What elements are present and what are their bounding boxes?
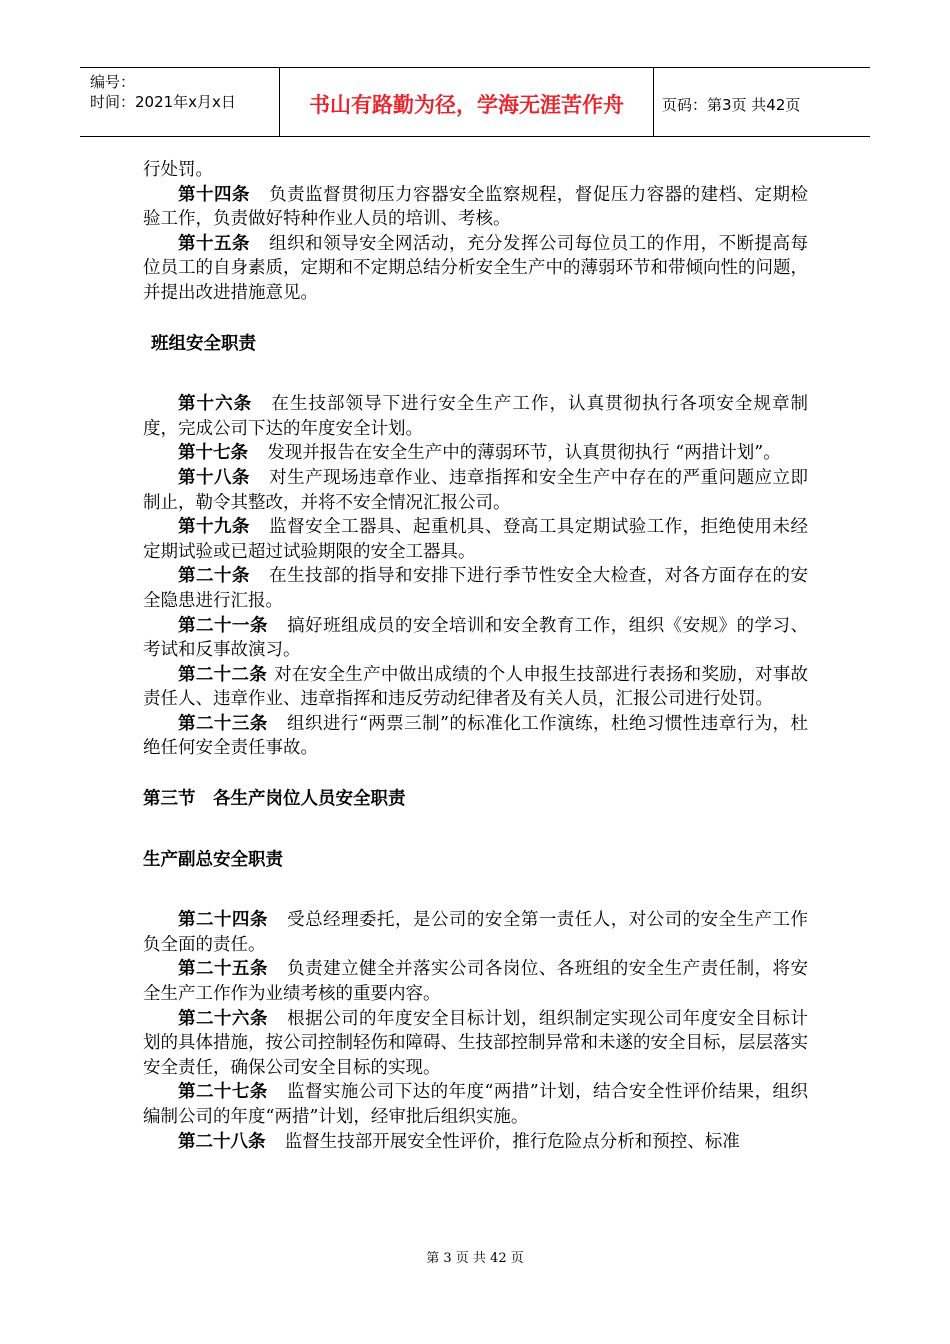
article-text: 监督实施公司下达的年度“两措”计划，结合安全性评价结果，组织编制公司的年度“两措”计划，经审批后组织实施。 bbox=[143, 1082, 808, 1127]
article-title: 第二十六条 bbox=[178, 1008, 268, 1029]
article-title: 第十八条 bbox=[178, 467, 250, 488]
article-23 bbox=[143, 712, 808, 761]
article-20 bbox=[143, 564, 808, 613]
document-body bbox=[143, 158, 808, 1154]
article-24 bbox=[143, 908, 808, 957]
document-number-label: 编号： bbox=[90, 73, 136, 91]
article-title: 第十七条 bbox=[178, 443, 248, 464]
article-text: 监督生技部开展安全性评价，推行危险点分析和预控、标准 bbox=[284, 1131, 740, 1152]
article-28 bbox=[143, 1130, 808, 1155]
article-title: 第二十三条 bbox=[178, 713, 268, 734]
article-title: 第十六条 bbox=[178, 394, 253, 415]
header-motto: 书山有路勤为径，学海无涯苦作舟 bbox=[280, 68, 654, 136]
article-text: 对在安全生产中做出成绩的个人申报生技部进行表扬和奖励，对事故责任人、违章作业、违章指挥和违反劳动纪律者及有关人员，汇报公司进行处罚。 bbox=[143, 664, 809, 710]
paragraph-continuation: 行处罚。 bbox=[143, 160, 213, 180]
article-text: 受总经理委托，是公司的安全第一责任人，对公司的安全生产工作负全面的责任。 bbox=[143, 910, 809, 955]
article-title: 第二十八条 bbox=[178, 1131, 266, 1152]
article-25 bbox=[143, 957, 808, 1006]
article-title: 第二十七条 bbox=[178, 1082, 268, 1103]
page-footer: 第 3 页 共 42 页 bbox=[426, 1251, 524, 1266]
article-title: 第十四条 bbox=[178, 184, 250, 205]
article-22 bbox=[143, 663, 808, 712]
article-title: 第十五条 bbox=[178, 233, 250, 254]
header-meta bbox=[80, 68, 280, 136]
article-title: 第二十五条 bbox=[178, 959, 268, 980]
section-heading-team: 班组安全职责 bbox=[151, 333, 256, 354]
article-text: 对生产现场违章作业、违章指挥和安全生产中存在的严重问题应立即制止，勒令其整改，并将不安全情况汇报公司。 bbox=[143, 467, 809, 513]
section-heading-3: 第三节 各生产岗位人员安全职责 bbox=[143, 789, 406, 810]
article-26 bbox=[143, 1007, 808, 1081]
header-page-number: 页码：第3页 共42页 bbox=[662, 95, 801, 114]
article-15 bbox=[143, 232, 808, 306]
article-title: 第十九条 bbox=[178, 517, 250, 538]
article-text: 组织进行“两票三制”的标准化工作演练，杜绝习惯性违章行为，杜绝任何安全责任事故。 bbox=[143, 713, 808, 759]
article-text: 在生技部领导下进行安全生产工作，认真贯彻执行各项安全规章制度，完成公司下达的年度安全计划。 bbox=[143, 394, 808, 439]
article-text: 监督安全工器具、起重机具、登高工具定期试验工作，拒绝使用未经定期试验或已超过试验期限的安全工器具。 bbox=[143, 517, 809, 562]
article-title: 第二十四条 bbox=[178, 910, 268, 931]
article-title: 第二十条 bbox=[178, 566, 250, 587]
article-text: 组织和领导安全网活动，充分发挥公司每位员工的作用，不断提高每位员工的自身素质，定期和不定期总结分析安全生产中的薄弱环节和带倾向性的问题，并提出改进措施意见。 bbox=[143, 233, 809, 303]
document-time-label: 时间：2021年x月x日 bbox=[90, 93, 236, 111]
article-text: 搞好班组成员的安全培训和安全教育工作，组织《安规》的学习、考试和反事故演习。 bbox=[143, 615, 809, 661]
article-text: 根据公司的年度安全目标计划，组织制定实现公司年度安全目标计划的具体措施，按公司控制轻伤和障碍、生技部控制异常和未遂的安全目标，层层落实安全责任，确保公司安全目标的实现。 bbox=[143, 1008, 809, 1078]
article-text: 负责监督贯彻压力容器安全监察规程，督促压力容器的建档、定期检验工作，负责做好特种作业人员的培训、考核。 bbox=[143, 184, 809, 230]
article-17 bbox=[143, 441, 808, 466]
article-19 bbox=[143, 515, 808, 564]
article-14 bbox=[143, 183, 808, 232]
article-text: 负责建立健全并落实公司各岗位、各班组的安全生产责任制，将安全生产工作作为业绩考核的重要内容。 bbox=[143, 959, 809, 1005]
article-title: 第二十二条 bbox=[178, 664, 268, 685]
article-text: 发现并报告在安全生产中的薄弱环节，认真贯彻执行 “两措计划”。 bbox=[267, 443, 781, 464]
article-16 bbox=[143, 392, 808, 441]
section-heading-vp: 生产副总安全职责 bbox=[143, 849, 283, 870]
article-18 bbox=[143, 466, 808, 515]
article-text: 在生技部的指导和安排下进行季节性安全大检查，对各方面存在的安全隐患进行汇报。 bbox=[143, 566, 809, 611]
page-header bbox=[80, 67, 870, 137]
article-27 bbox=[143, 1080, 808, 1129]
article-title: 第二十一条 bbox=[178, 615, 268, 636]
article-21 bbox=[143, 614, 808, 663]
